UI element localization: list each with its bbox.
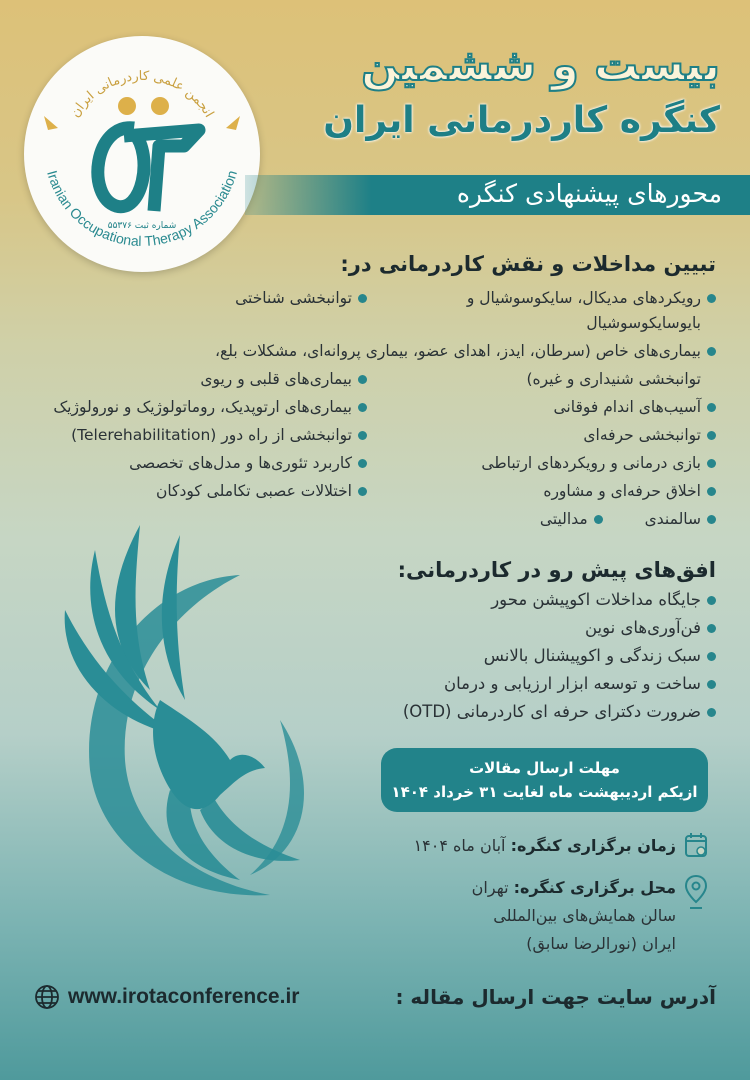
globe-icon — [34, 984, 60, 1010]
event-time-row — [348, 832, 708, 862]
bullet-icon — [358, 487, 367, 496]
list-item: اختلالات عصبی تکاملی کودکان — [34, 479, 367, 504]
list-item: فن‌آوری‌های نوین — [356, 614, 716, 642]
list-item: بیماری‌های خاص (سرطان، ایدز، اهدای عضو، بیماری پروانه‌ای، مشکلات بلع، — [34, 339, 716, 364]
list-item: ساخت و توسعه ابزار ارزیابی و درمان — [356, 670, 716, 698]
bullet-icon — [707, 624, 716, 633]
list-item: جایگاه مداخلات اکوپیشن محور — [356, 586, 716, 614]
bullet-icon — [707, 652, 716, 661]
title-line2: کنگره کاردرمانی ایران — [323, 100, 720, 141]
section2 — [356, 554, 716, 726]
bullet-icon — [707, 680, 716, 689]
bullet-icon — [707, 403, 716, 412]
list-item: توانبخشی شناختی — [34, 286, 367, 336]
bullet-icon — [594, 515, 603, 524]
list-item-pair: سالمندی مدالیتی — [383, 507, 716, 532]
list-item: بیماری‌های ارتوپدیک، روماتولوژیک و نورولوژیک — [34, 395, 367, 420]
deadline-box — [381, 748, 708, 812]
section1-title: تبیین مداخلات و نقش کاردرمانی در: — [340, 252, 716, 276]
website-label: آدرس سایت جهت ارسال مقاله : — [395, 985, 716, 1009]
bullet-icon — [707, 596, 716, 605]
bullet-icon — [707, 459, 716, 468]
bullet-icon — [707, 294, 716, 303]
bullet-icon — [358, 294, 367, 303]
website — [34, 984, 299, 1010]
venue-line2: سالن همایش‌های بین‌المللی — [493, 906, 676, 925]
venue-line3: ایران (نورالرضا سابق) — [526, 934, 676, 953]
section1-list — [34, 286, 716, 532]
section2-title: افق‌های پیش رو در کاردرمانی: — [397, 558, 716, 582]
svg-text:Iranian Occupational Therapy A: Iranian Occupational Therapy Association — [44, 168, 240, 250]
bullet-icon — [358, 431, 367, 440]
bullet-icon — [707, 708, 716, 717]
bullet-icon — [358, 459, 367, 468]
venue: محل برگزاری کنگره: تهران سالن همایش‌های بین‌المللی ایران (نورالرضا سابق) — [472, 874, 676, 958]
bullet-icon — [358, 403, 367, 412]
bullet-icon — [707, 487, 716, 496]
list-item: توانبخشی حرفه‌ای — [383, 423, 716, 448]
svg-text:شماره ثبت ۵۵۳۷۶: شماره ثبت ۵۵۳۷۶ — [107, 221, 177, 231]
list-item: رویکردهای مدیکال، سایکوسوشیال و بایوسایکوسوشیال — [383, 286, 716, 336]
bullet-icon — [358, 375, 367, 384]
list-item: بیماری‌های قلبی و ریوی — [34, 367, 367, 392]
bullet-icon — [707, 515, 716, 524]
list-item: سبک زندگی و اکوپیشنال بالانس — [356, 642, 716, 670]
list-item: بازی درمانی و رویکردهای ارتباطی — [383, 451, 716, 476]
calendar-icon — [684, 832, 708, 862]
website-link[interactable]: www.irotaconference.ir — [68, 985, 300, 1008]
band-title: محورهای پیشنهادی کنگره — [456, 179, 722, 208]
bullet-icon — [707, 431, 716, 440]
list-item: اخلاق حرفه‌ای و مشاوره — [383, 479, 716, 504]
deadline-dates: ازیکم اردیبهشت ماه لغایت ۳۱ خرداد ۱۴۰۴ — [391, 783, 698, 801]
svg-text:انجمن علمی کاردرمانی ایران: انجمن علمی کاردرمانی ایران — [67, 68, 217, 121]
title-line1: بیست و ششمین — [361, 40, 720, 91]
list-item-continued: توانبخشی شنیداری و غیره) — [526, 370, 701, 388]
website-row — [34, 984, 716, 1010]
list-item: توانبخشی از راه دور (Telerehabilitation) — [34, 423, 367, 448]
list-item: آسیب‌های اندام فوقانی — [383, 395, 716, 420]
venue-row — [348, 874, 708, 958]
event-time: زمان برگزاری کنگره: آبان ماه ۱۴۰۴ — [413, 836, 676, 855]
list-item: کاربرد تئوری‌ها و مدل‌های تخصصی — [34, 451, 367, 476]
bullet-icon — [707, 347, 716, 356]
list-item: ضرورت دکترای حرفه ای کاردرمانی (OTD) — [356, 698, 716, 726]
location-pin-icon — [684, 874, 708, 914]
deadline-title: مهلت ارسال مقالات — [469, 759, 620, 777]
